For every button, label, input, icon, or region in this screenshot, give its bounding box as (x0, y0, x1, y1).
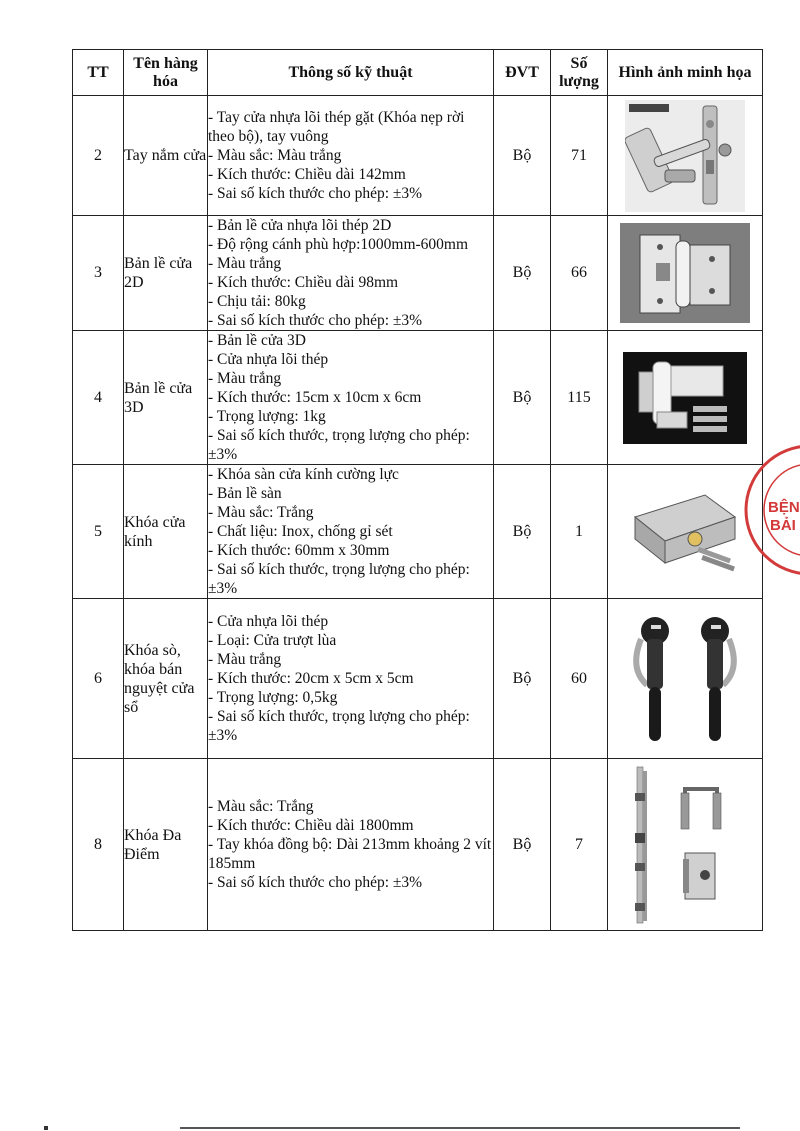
row-spec (208, 216, 494, 331)
footer-divider (180, 1127, 740, 1129)
footer-mark (44, 1126, 48, 1130)
spec-line: - Chịu tải: 80kg (208, 293, 306, 310)
door-handle-icon (625, 100, 745, 212)
row-name: Khóa sò, khóa bán nguyệt cửa sổ (124, 599, 208, 759)
official-stamp (740, 440, 800, 580)
spec-line: - Màu sắc: Màu trắng (208, 147, 342, 164)
spec-line: - Màu trắng (208, 370, 282, 387)
row-spec (208, 465, 494, 599)
spec-line: - Kích thước: 20cm x 5cm x 5cm (208, 670, 414, 687)
row-spec (208, 331, 494, 465)
spec-line: - Sai số kích thước, trọng lượng cho phép: ±3% (208, 561, 470, 597)
spec-line: - Kích thước: Chiều dài 142mm (208, 166, 406, 183)
row-unit: Bộ (494, 96, 551, 216)
spec-line: - Sai số kích thước cho phép: ±3% (208, 874, 423, 891)
spec-line: - Màu trắng (208, 255, 282, 272)
spec-line: - Cửa nhựa lõi thép (208, 613, 329, 630)
row-unit: Bộ (494, 465, 551, 599)
row-qty: 7 (551, 759, 608, 931)
spec-line: - Tay cửa nhựa lõi thép gặt (Khóa nẹp rời theo bộ), tay vuông (208, 109, 465, 145)
header-row (73, 50, 763, 96)
row-qty: 60 (551, 599, 608, 759)
row-unit: Bộ (494, 599, 551, 759)
spec-line: - Tay khóa đồng bộ: Dài 213mm khoảng 2 vít 185mm (208, 836, 492, 872)
table-row (73, 465, 763, 599)
spec-line: - Màu trắng (208, 651, 282, 668)
spec-line: - Bản lề sàn (208, 485, 282, 502)
row-tt: 4 (73, 331, 124, 465)
row-name: Khóa Đa Điểm (124, 759, 208, 931)
table-row (73, 216, 763, 331)
header-spec: Thông số kỹ thuật (208, 50, 494, 96)
row-qty: 1 (551, 465, 608, 599)
row-tt: 6 (73, 599, 124, 759)
spec-line: - Màu sắc: Trắng (208, 504, 314, 521)
stamp-text-2: BẢI (770, 517, 796, 534)
table-row (73, 96, 763, 216)
spec-line: - Độ rộng cánh phù hợp:1000mm-600mm (208, 236, 469, 253)
row-tt: 3 (73, 216, 124, 331)
row-image (608, 96, 763, 216)
header-unit: ĐVT (494, 50, 551, 96)
spec-line: - Sai số kích thước cho phép: ±3% (208, 312, 423, 329)
row-name: Khóa cửa kính (124, 465, 208, 599)
spec-line: - Cửa nhựa lõi thép (208, 351, 329, 368)
spec-line: - Trọng lượng: 1kg (208, 408, 326, 425)
table-row (73, 331, 763, 465)
spec-line: - Kích thước: Chiều dài 1800mm (208, 817, 414, 834)
header-name: Tên hàng hóa (124, 50, 208, 96)
spec-line: - Kích thước: Chiều dài 98mm (208, 274, 399, 291)
row-qty: 71 (551, 96, 608, 216)
row-spec (208, 759, 494, 931)
spec-line: - Khóa sàn cửa kính cường lực (208, 466, 399, 483)
row-tt: 8 (73, 759, 124, 931)
glass-door-lock-icon (625, 477, 745, 587)
row-spec (208, 599, 494, 759)
spec-line: - Bản lề cửa nhựa lõi thép 2D (208, 217, 392, 234)
row-unit: Bộ (494, 331, 551, 465)
row-image (608, 759, 763, 931)
header-tt: TT (73, 50, 124, 96)
row-image (608, 216, 763, 331)
row-qty: 115 (551, 331, 608, 465)
row-name: Bản lề cửa 3D (124, 331, 208, 465)
stamp-text-1: BỆN (768, 499, 800, 516)
spec-line: - Màu sắc: Trắng (208, 798, 314, 815)
spec-line: - Trọng lượng: 0,5kg (208, 689, 338, 706)
header-qty (551, 50, 608, 96)
row-unit: Bộ (494, 216, 551, 331)
spec-line: - Kích thước: 60mm x 30mm (208, 542, 390, 559)
header-qty-line2: lượng (559, 72, 599, 90)
spec-line: - Bản lề cửa 3D (208, 332, 306, 349)
spec-table (72, 49, 763, 931)
row-tt: 5 (73, 465, 124, 599)
row-spec (208, 96, 494, 216)
multipoint-lock-icon (625, 763, 745, 927)
header-qty-line1: Số (570, 54, 588, 72)
hinge-3d-icon (623, 352, 747, 444)
table-row (73, 759, 763, 931)
spec-line: - Kích thước: 15cm x 10cm x 6cm (208, 389, 422, 406)
row-qty: 66 (551, 216, 608, 331)
row-unit: Bộ (494, 759, 551, 931)
spec-line: - Sai số kích thước cho phép: ±3% (208, 185, 423, 202)
hinge-2d-icon (620, 223, 750, 323)
table-row (73, 599, 763, 759)
spec-line: - Sai số kích thước, trọng lượng cho phép: ±3% (208, 708, 470, 744)
stamp-seal-icon (740, 440, 800, 580)
row-name: Bản lề cửa 2D (124, 216, 208, 331)
row-image (608, 599, 763, 759)
row-name: Tay nắm cửa (124, 96, 208, 216)
crescent-window-lock-icon (623, 609, 747, 749)
header-image: Hình ảnh minh họa (608, 50, 763, 96)
row-tt: 2 (73, 96, 124, 216)
spec-line: - Loại: Cửa trượt lùa (208, 632, 337, 649)
spec-line: - Sai số kích thước, trọng lượng cho phép: ±3% (208, 427, 470, 463)
spec-line: - Chất liệu: Inox, chống gỉ sét (208, 523, 393, 540)
